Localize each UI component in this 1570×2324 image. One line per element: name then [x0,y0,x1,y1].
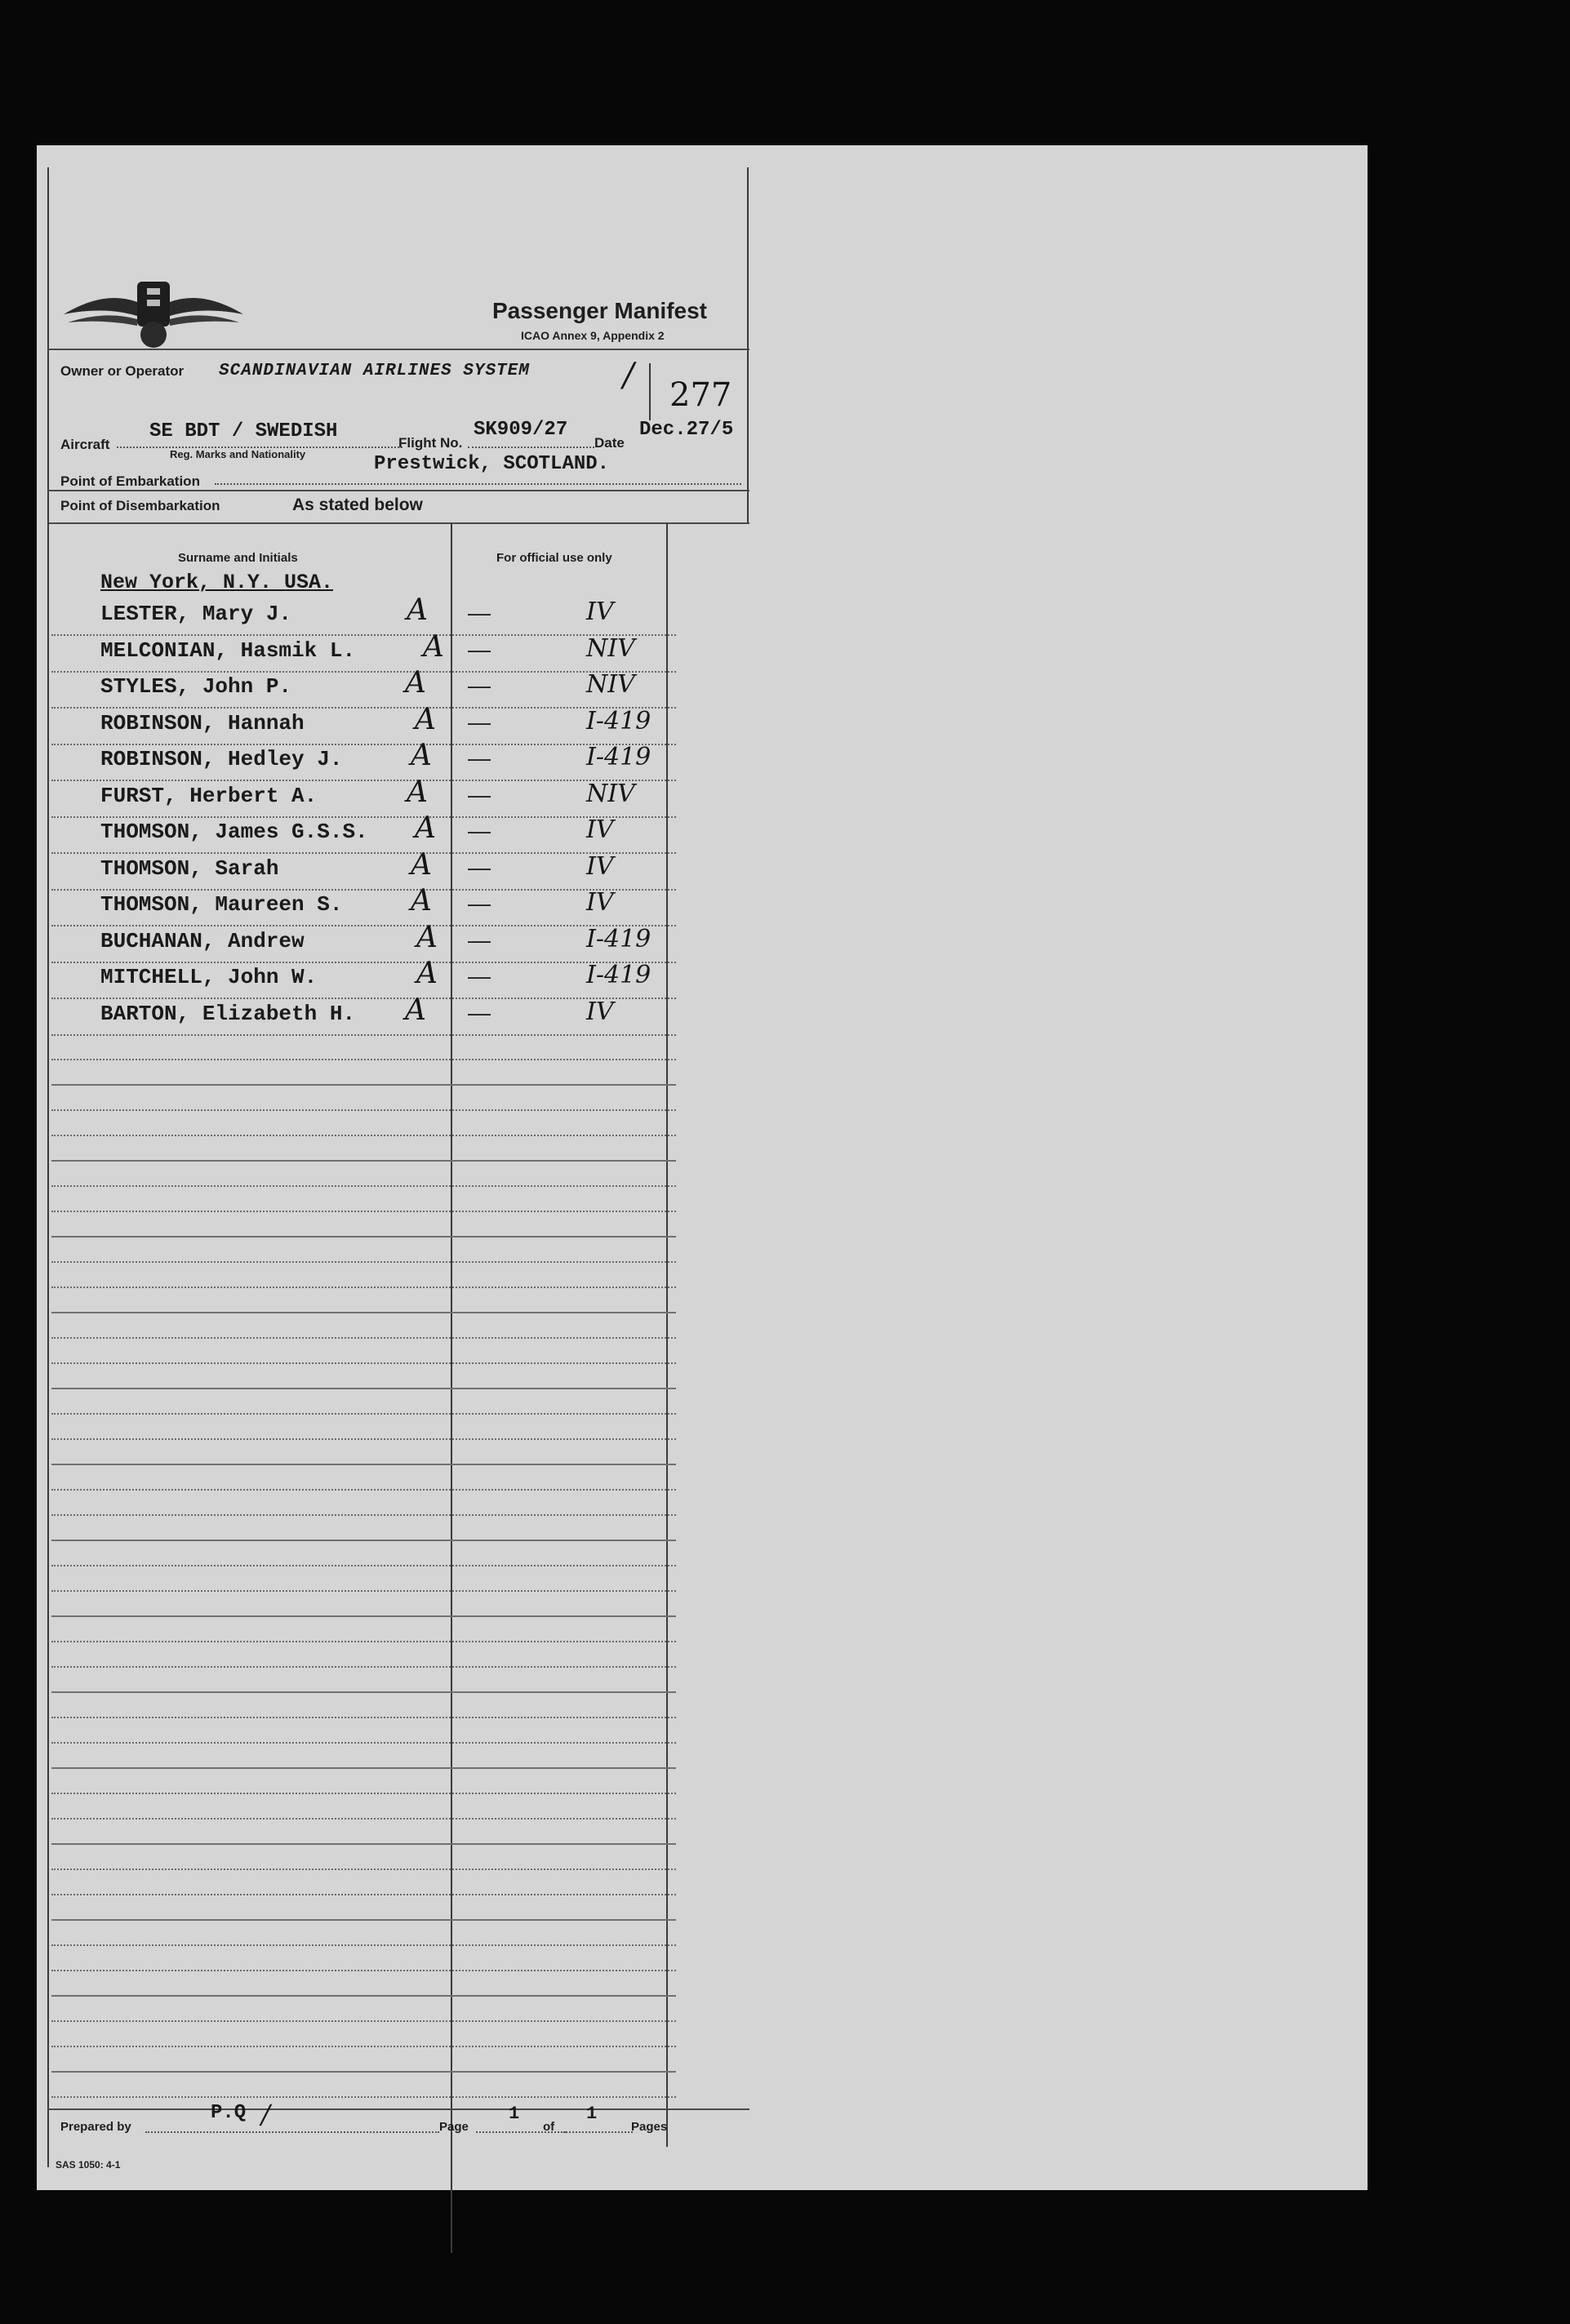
empty-row-rule [51,1464,676,1465]
date-label: Date [594,435,625,451]
passenger-name: MITCHELL, John W. [100,965,318,989]
aircraft-label: Aircraft [60,437,110,452]
empty-row-rule [51,1565,676,1566]
official-code: I-419 [586,706,652,735]
passenger-row [47,702,676,745]
aircraft-value: SE BDT / SWEDISH [149,420,338,442]
passenger-name: STYLES, John P. [100,674,292,699]
arrival-mark: A [411,847,432,882]
empty-row-rule [51,1691,676,1693]
embarkation-label: Point of Embarkation [60,473,200,489]
prepared-rule [145,2131,439,2133]
passenger-row [47,593,676,636]
official-code: IV [586,997,614,1026]
passenger-row [47,629,676,673]
official-code: NIV [586,633,635,663]
arrival-mark: A [415,811,436,845]
destination: New York, N.Y. USA. [100,571,334,594]
arrival-mark: A [405,666,426,700]
arrival-mark: A [416,957,438,990]
embarkation-value: Prestwick, SCOTLAND. [374,453,610,475]
empty-row-rule [51,1236,676,1238]
empty-row-rule [51,1666,676,1668]
empty-row-rule [51,1641,676,1642]
official-dash: — [468,600,491,625]
arrival-mark: A [411,884,432,918]
empty-row-rule [51,1995,676,1997]
empty-row-rule [51,1590,676,1592]
empty-row-rule [51,2020,676,2022]
official-dash: — [468,709,491,735]
passenger-row [47,884,676,926]
passenger-name: BARTON, Elizabeth H. [100,1001,356,1026]
arrival-mark: A [407,775,428,809]
empty-row-rule [51,1160,676,1162]
passenger-row [47,666,676,709]
empty-row-rule [51,1286,676,1288]
empty-row-rule [51,1843,676,1845]
passenger-row [47,739,676,781]
passenger-name: MELCONIAN, Hasmik L. [100,638,356,663]
col-official-header: For official use only [496,551,612,565]
empty-row-rule [51,1540,676,1541]
pages-label: Pages [631,2120,668,2134]
empty-row-rule [51,1135,676,1136]
header-divider [47,349,749,350]
official-dash: — [468,673,491,698]
form-code: SAS 1050: 4-1 [56,2159,121,2171]
flight-value: SK909/27 [474,419,568,441]
passenger-manifest-form [47,167,749,2171]
empty-row-rule [51,1717,676,1718]
arrival-mark: A [407,593,428,627]
flight-label: Flight No. [398,435,463,451]
arrival-mark: A [423,629,444,664]
passenger-row [47,993,676,1036]
header-left-border [47,167,49,522]
header-bottom-border [47,522,749,524]
page-label: Page [439,2120,469,2134]
official-dash: — [468,781,491,807]
passenger-name: ROBINSON, Hedley J. [100,747,343,771]
empty-row-rule [51,1312,676,1313]
handwritten-slash: / [623,357,634,394]
row-rule [51,1034,676,1036]
empty-row-rule [51,2071,676,2073]
embarkation-divider [47,490,749,491]
empty-row-rule [51,1919,676,1921]
passenger-row [47,847,676,891]
header-right-border [747,167,749,522]
empty-row-rule [51,1944,676,1946]
empty-row-rule [51,1211,676,1212]
official-dash: — [468,636,491,662]
empty-row-rule [51,1413,676,1415]
empty-row-rule [51,1337,676,1339]
embarkation-rule [215,483,741,485]
empty-row-rule [51,1438,676,1440]
official-dash: — [468,963,491,989]
official-dash: — [468,818,491,843]
aircraft-sublabel: Reg. Marks and Nationality [170,448,306,460]
owner-label: Owner or Operator [60,363,185,379]
arrival-mark: A [416,920,438,954]
empty-row-rule [51,1615,676,1617]
empty-row-rule [51,1109,676,1111]
passenger-name: LESTER, Mary J. [100,602,292,626]
of-rule [563,2131,633,2133]
passenger-name: THOMSON, Maureen S. [100,892,343,917]
passenger-row [47,957,676,999]
passenger-name: THOMSON, Sarah [100,855,279,881]
official-code: NIV [586,779,635,808]
footer-divider [47,2108,749,2110]
winged-crest-logo-icon [56,265,251,355]
prepared-value: P.Q [211,2102,247,2124]
passenger-row [47,775,676,818]
official-code: I-419 [586,743,652,771]
of-value: 1 [586,2104,598,2124]
official-code: I-419 [586,961,652,989]
arrival-mark: A [405,993,426,1027]
prepared-slash: / [261,2099,270,2130]
form-subtitle: ICAO Annex 9, Appendix 2 [521,329,665,342]
prepared-label: Prepared by [60,2120,131,2134]
official-code: IV [586,815,614,844]
disembarkation-label: Point of Disembarkation [60,498,220,513]
official-code: I-419 [586,924,652,953]
official-code: IV [586,851,614,881]
empty-row-rule [51,1793,676,1794]
official-dash: — [468,891,491,916]
form-title: Passenger Manifest [492,298,707,323]
empty-row-rule [51,1388,676,1389]
owner-value: SCANDINAVIAN AIRLINES SYSTEM [219,362,530,380]
flight-rule [468,447,594,448]
official-dash: — [468,926,491,953]
official-code: NIV [586,670,635,699]
empty-row-rule [51,1059,676,1060]
official-dash: — [468,745,491,771]
empty-row-rule [51,1514,676,1516]
passenger-row [47,811,676,854]
empty-row-rule [51,1818,676,1820]
page-value: 1 [509,2104,520,2124]
corner-box-left [649,363,651,420]
page-number-handwritten: 277 [669,376,732,414]
empty-row-rule [51,1084,676,1086]
col-name-header: Surname and Initials [178,551,298,565]
empty-row-rule [51,1185,676,1187]
passenger-name: BUCHANAN, Andrew [100,928,305,953]
empty-row-rule [51,1742,676,1744]
date-value: Dec.27/5 [639,419,734,441]
empty-row-rule [51,2096,676,2098]
empty-row-rule [51,1489,676,1491]
arrival-mark: A [415,702,436,736]
empty-row-rule [51,1970,676,1971]
passenger-row [47,920,676,963]
of-label: of [543,2120,555,2134]
passenger-name: ROBINSON, Hannah [100,710,305,735]
empty-row-rule [51,2046,676,2047]
official-code: IV [586,598,614,626]
official-dash: — [468,999,491,1025]
disembarkation-value: As stated below [292,495,423,514]
empty-row-rule [51,1767,676,1769]
empty-row-rule [51,1261,676,1263]
official-code: IV [586,888,614,917]
empty-row-rule [51,1869,676,1870]
empty-row-rule [51,1894,676,1895]
official-dash: — [468,854,491,880]
arrival-mark: A [411,739,432,772]
passenger-name: THOMSON, James G.S.S. [100,820,368,844]
empty-row-rule [51,1362,676,1364]
passenger-name: FURST, Herbert A. [100,783,318,808]
